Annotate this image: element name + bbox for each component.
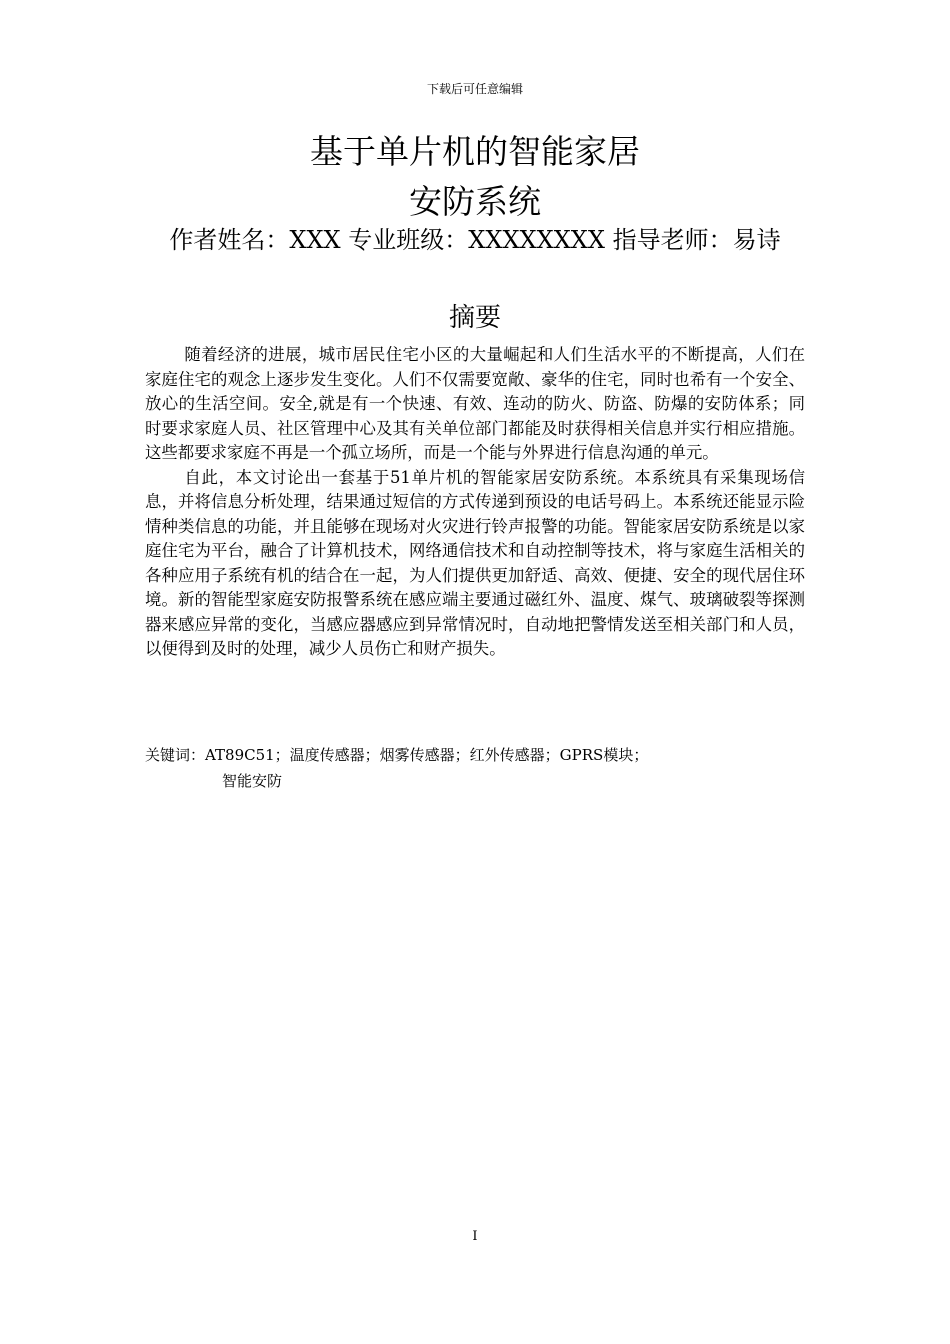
paper-title-line-2: 安防系统 [409,182,541,221]
keywords [145,742,805,794]
keywords-line-2: 智能安防 [222,772,283,790]
keywords-label: 关键词： [145,746,206,764]
abstract-body [145,343,805,662]
keywords-line-1 [145,742,805,768]
abstract-paragraph-2: 自此，本文讨论出一套基于51单片机的智能家居安防系统。本系统具有采集现场信息，并将信息分析处理，结果通过短信的方式传递到预设的电话号码上。本系统还能显示险情种类信息的功能，并且能够在现场对火灾进行铃声报警的功能。智能家居安防系统是以家庭住宅为平台，融合了计算机技术，网络通信技术和自动控制等技术，将与家庭生活相关的各种应用子系统有机的结合在一起，为人们提供更加舒适、高效、便捷、安全的现代居住环境。新的智能型家庭安防报警系统在感应端主要通过磁红外、温度、煤气、玻璃破裂等探测器来感应异常的变化，当感应器感应到异常情况时，自动地把警情发送至相关部门和人员，以便得到及时的处理，减少人员伤亡和财产损失。 [145,467,805,658]
header-note: 下载后可任意编辑 [426,82,523,96]
page-number: I [472,1229,478,1244]
abstract-paragraph-1: 随着经济的进展，城市居民住宅小区的大量崛起和人们生活水平的不断提高，人们在家庭住宅的观念上逐步发生变化。人们不仅需要宽敞、豪华的住宅，同时也希有一个安全、放心的生活空间。安全,就是有一个快速、有效、连动的防火、防盗、防爆的安防体系；同时要求家庭人员、社区管理中心及其有关单位部门都能及时获得相关信息并实行相应措施。这些都要求家庭不再是一个孤立场所，而是一个能与外界进行信息沟通的单元。 [145,345,805,462]
abstract-heading: 摘要 [448,303,501,333]
author-info: 作者姓名：XXX 专业班级：XXXXXXXX 指导老师：易诗 [169,226,781,254]
keywords-list: AT89C51；温度传感器；烟雾传感器；红外传感器；GPRS模块； [205,746,649,764]
paper-title-line-1: 基于单片机的智能家居 [310,132,640,171]
